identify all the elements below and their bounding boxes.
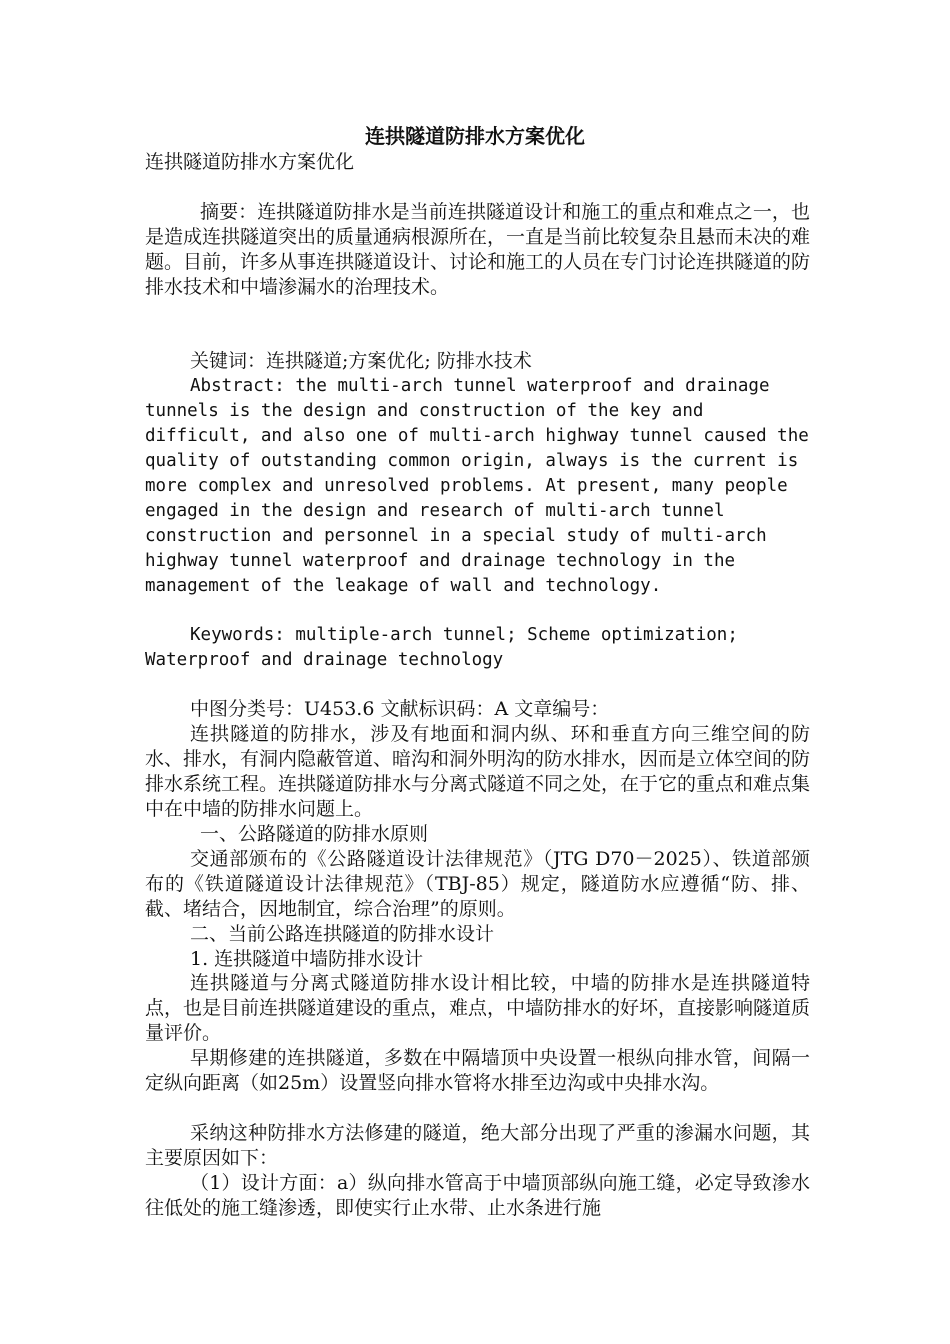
paragraph-early-tunnels: 早期修建的连拱隧道，多数在中隔墙顶中央设置一根纵向排水管，间隔一定纵向距离（如25m）设置竖向排水管将水排至边沟或中央排水沟。	[145, 1047, 810, 1094]
classification-line: 中图分类号：U453.6 文献标识码：A 文章编号：	[190, 698, 610, 720]
keywords-cn: 关键词：连拱隧道;方案优化; 防排水技术	[190, 350, 532, 372]
paragraph-design-aspect: （1）设计方面：a）纵向排水管高于中墙顶部纵向施工缝，必定导致渗水往低处的施工缝渗透，即使实行止水带、止水条进行施	[145, 1172, 810, 1219]
abstract-en: Abstract: the multi-arch tunnel waterproof and drainage tunnels is the design and construction of the key and difficult, and also one of multi-arch highway tunnel caused the quality of outstanding common origin, always is the current is more complex and unresolved problems. At present, many people engaged in the design and research of multi-arch tunnel construction and personnel in a special study of multi-arch highway tunnel waterproof and drainage technology in the management of the leakage of wall and technology.	[145, 376, 809, 596]
section-heading-1: 一、公路隧道的防排水原则	[200, 823, 429, 845]
section-heading-2: 二、当前公路连拱隧道的防排水设计	[190, 923, 495, 945]
paragraph-principles: 交通部颁布的《公路隧道设计法律规范》（JTG D70－2025）、铁道部颁布的《铁道隧道设计法律规范》（TBJ-85）规定，隧道防水应遵循“防、排、截、堵结合，因地制宜，综合治理”的原则。	[145, 848, 810, 920]
paragraph-intro: 连拱隧道的防排水，涉及有地面和洞内纵、环和垂直方向三维空间的防水、排水，有洞内隐蔽管道、暗沟和洞外明沟的防水排水，因而是立体空间的防排水系统工程。连拱隧道防排水与分离式隧道不同之处，在于它的重点和难点集中在中墙的防排水问题上。	[145, 723, 811, 820]
paragraph-wall-design: 连拱隧道与分离式隧道防排水设计相比较，中墙的防排水是连拱隧道特点，也是目前连拱隧道建设的重点，难点，中墙防排水的好坏，直接影响隧道质量评价。	[145, 972, 811, 1044]
paragraph-problems: 采纳这种防排水方法修建的隧道，绝大部分出现了严重的渗漏水问题，其主要原因如下：	[145, 1122, 810, 1169]
abstract-cn: 摘要：连拱隧道防排水是当前连拱隧道设计和施工的重点和难点之一，也是造成连拱隧道突出的质量通病根源所在，一直是当前比较复杂且悬而未决的难题。目前，许多从事连拱隧道设计、讨论和施工的人员在专门讨论连拱隧道的防排水技术和中墙渗漏水的治理技术。	[145, 201, 811, 298]
subsection-heading-1: 1. 连拱隧道中墙防排水设计	[190, 948, 424, 970]
document-subtitle: 连拱隧道防排水方案优化	[145, 151, 355, 173]
keywords-en: Keywords: multiple-arch tunnel; Scheme optimization; Waterproof and drainage technology	[145, 625, 738, 670]
document-title: 连拱隧道防排水方案优化	[365, 124, 585, 148]
